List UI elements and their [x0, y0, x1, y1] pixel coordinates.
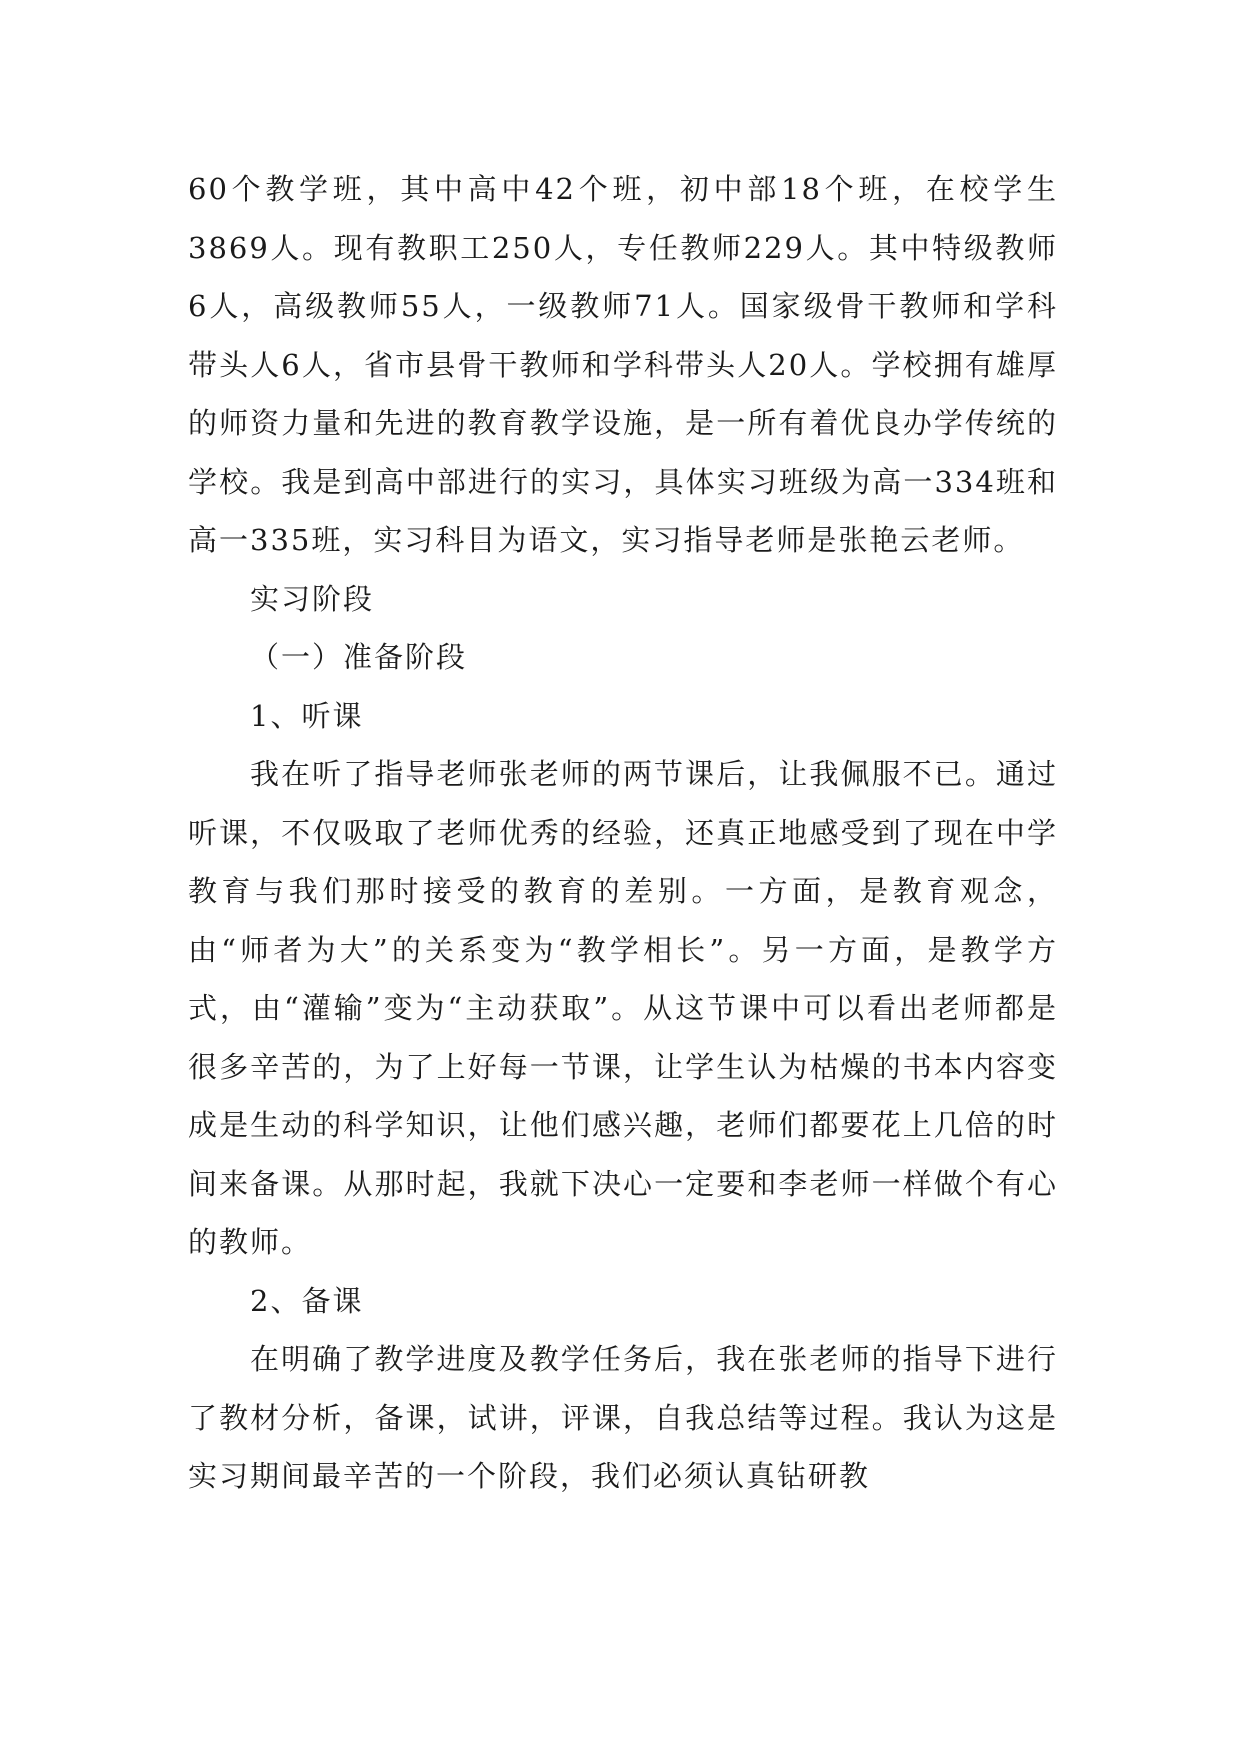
heading-lesson-observation: 1、听课	[250, 698, 364, 733]
heading-internship-stage: 实习阶段	[250, 581, 375, 616]
paragraph-lesson-observation: 我在听了指导老师张老师的两节课后，让我佩服不已。通过听课，不仅吸取了老师优秀的经验，还真正地感受到了现在中学教育与我们那时接受的教育的差别。一方面，是教育观念，由“师者为大”的关系变为“教学相长”。另一方面，是教学方式，由“灌输”变为“主动获取”。从这节课中可以看出老师都是很多辛苦的，为了上好每一节课，让学生认为枯燥的书本内容变成是生动的科学知识，让他们感兴趣，老师们都要花上几倍的时间来备课。从那时起，我就下决心一定要和李老师一样做个有心的教师。	[188, 757, 1058, 1259]
heading-preparation-stage: （一）准备阶段	[250, 640, 468, 674]
paragraph-lesson-preparation: 在明确了教学进度及教学任务后，我在张老师的指导下进行了教材分析，备课，试讲，评课，自我总结等过程。我认为这是实习期间最辛苦的一个阶段，我们必须认真钻研教	[188, 1342, 1058, 1493]
heading-lesson-preparation: 2、备课	[250, 1283, 364, 1318]
paragraph-intro-continued: 60个教学班，其中高中42个班，初中部18个班，在校学生3869人。现有教职工250人，专任教师229人。其中特级教师6人，高级教师55人，一级教师71人。国家级骨干教师和学科带头人6人，省市县骨干教师和学科带头人20人。学校拥有雄厚的师资力量和先进的教育教学设施，是一所有着优良办学传统的学校。我是到高中部进行的实习，具体实习班级为高一334班和高一335班，实习科目为语文，实习指导老师是张艳云老师。	[188, 172, 1058, 557]
document-body	[188, 160, 1058, 1506]
